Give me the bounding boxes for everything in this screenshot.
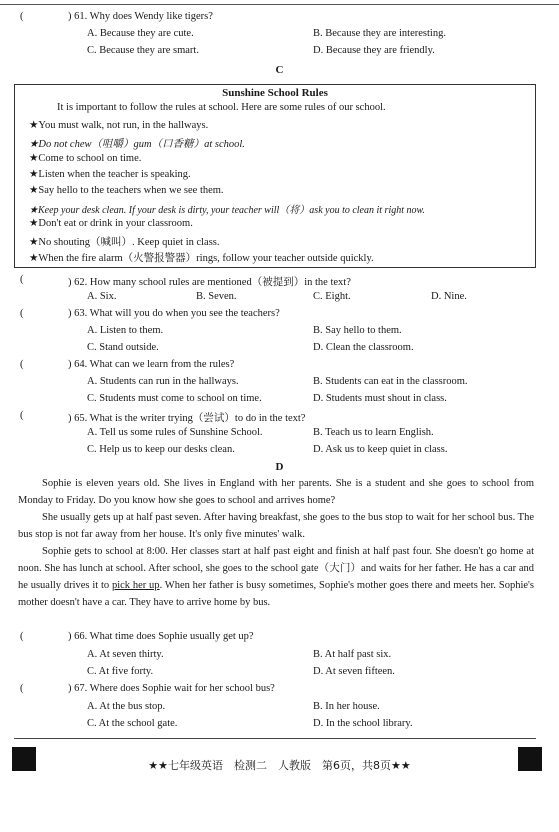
rules-title: Sunshine School Rules	[222, 87, 328, 99]
rule-item: ★When the fire alarm（火警报警器）rings, follow your teacher outside quickly.	[29, 253, 374, 264]
question-text: ) 61. Why does Wendy like tigers?	[68, 11, 213, 22]
passage-paragraph	[18, 509, 534, 543]
rule-item: ★You must walk, not run, in the hallways.	[29, 120, 209, 131]
question-text: ) 65. What is the writer trying（尝试）to do in the text?	[68, 413, 306, 424]
section-heading-c: C	[275, 64, 284, 76]
option-d: D. At seven fifteen.	[313, 666, 395, 677]
option-a: A. Tell us some rules of Sunshine School.	[87, 427, 263, 438]
rule-item: ★Do not chew（咀嚼）gum（口香糖）at school.	[29, 139, 245, 150]
option-b: B. In her house.	[313, 701, 380, 712]
option-c: C. Eight.	[313, 291, 351, 302]
rule-item: ★Keep your desk clean. If your desk is dirty, your teacher will（将）ask you to clean it right now.	[29, 205, 425, 216]
answer-paren: (	[20, 359, 24, 370]
option-a: A. Students can run in the hallways.	[87, 376, 239, 387]
rule-item: ★Don't eat or drink in your classroom.	[29, 218, 193, 229]
question-text: ) 67. Where does Sophie wait for her school bus?	[68, 683, 275, 694]
passage-paragraph	[18, 475, 534, 509]
answer-paren: (	[20, 683, 24, 694]
question-text: ) 63. What will you do when you see the teachers?	[68, 308, 280, 319]
rule-item: ★Come to school on time.	[29, 153, 142, 164]
answer-paren: (	[20, 274, 24, 285]
option-c: C. Stand outside.	[87, 342, 159, 353]
question-text: ) 64. What can we learn from the rules?	[68, 359, 235, 370]
question-text: ) 66. What time does Sophie usually get up?	[68, 631, 254, 642]
option-a: A. Six.	[87, 291, 117, 302]
page-footer: ★★七年级英语 检测二 人教版 第6页，共8页★★	[148, 759, 411, 772]
answer-paren: (	[20, 410, 24, 421]
option-d: D. In the school library.	[313, 718, 413, 729]
paragraph-text: Sophie is eleven years old. She lives in England with her parents. She is a student and she goes to school from Monday to Friday. Do you know how she goes to school and arrives home?	[18, 478, 534, 506]
rule-item: ★No shouting（喊叫）. Keep quiet in class.	[29, 237, 220, 248]
passage-paragraph	[18, 543, 534, 611]
underlined-phrase: pick her up	[111, 580, 160, 591]
option-c: C. Because they are smart.	[87, 45, 199, 56]
option-d: D. Ask us to keep quiet in class.	[313, 444, 448, 455]
option-b: B. Say hello to them.	[313, 325, 402, 336]
paragraph-text: She usually gets up at half past seven. After having breakfast, she goes to the bus stop to wait for her school bus. The bus stop is not far away from her house. It's only five minutes' walk.	[18, 512, 534, 540]
option-b: B. Because they are interesting.	[313, 28, 446, 39]
rules-intro: It is important to follow the rules at school. Here are some rules of our school.	[57, 102, 386, 113]
option-d: D. Clean the classroom.	[313, 342, 414, 353]
rules-box	[14, 84, 536, 268]
option-a: A. At the bus stop.	[87, 701, 166, 712]
option-b: B. At half past six.	[313, 649, 392, 660]
option-a: A. Listen to them.	[87, 325, 164, 336]
option-d: D. Because they are friendly.	[313, 45, 435, 56]
option-c: C. Students must come to school on time.	[87, 393, 262, 404]
rule-item: ★Listen when the teacher is speaking.	[29, 169, 191, 180]
option-b: B. Seven.	[196, 291, 237, 302]
option-c: C. At five forty.	[87, 666, 154, 677]
answer-paren: (	[20, 631, 24, 642]
section-heading-d: D	[275, 461, 284, 473]
footer-divider	[14, 738, 536, 739]
option-d: D. Nine.	[431, 291, 467, 302]
paragraph-text: . When her father is busy sometimes, Sophie's mother goes there and meets her. Sophie's mother doesn't have a car. They have to arrive home by bus.	[18, 580, 535, 608]
option-c: C. At the school gate.	[87, 718, 178, 729]
answer-paren: (	[20, 11, 24, 22]
rule-item: ★Say hello to the teachers when we see them.	[29, 185, 224, 196]
option-d: D. Students must shout in class.	[313, 393, 447, 404]
option-a: A. At seven thirty.	[87, 649, 164, 660]
answer-paren: (	[20, 308, 24, 319]
paragraph-text: Sophie gets to school at 8:00. Her classes start at half past eight and finish at half past four. She doesn't go home at noon. She has lunch at school. After school, she goes to the school gate（大门）and waits for her father. He has a car and he usually drives it to	[18, 546, 534, 591]
option-a: A. Because they are cute.	[87, 28, 194, 39]
question-text: ) 62. How many school rules are mentioned（被提到）in the text?	[68, 277, 351, 288]
option-c: C. Help us to keep our desks clean.	[87, 444, 235, 455]
option-b: B. Teach us to learn English.	[313, 427, 434, 438]
top-rule	[0, 4, 559, 5]
option-b: B. Students can eat in the classroom.	[313, 376, 468, 387]
